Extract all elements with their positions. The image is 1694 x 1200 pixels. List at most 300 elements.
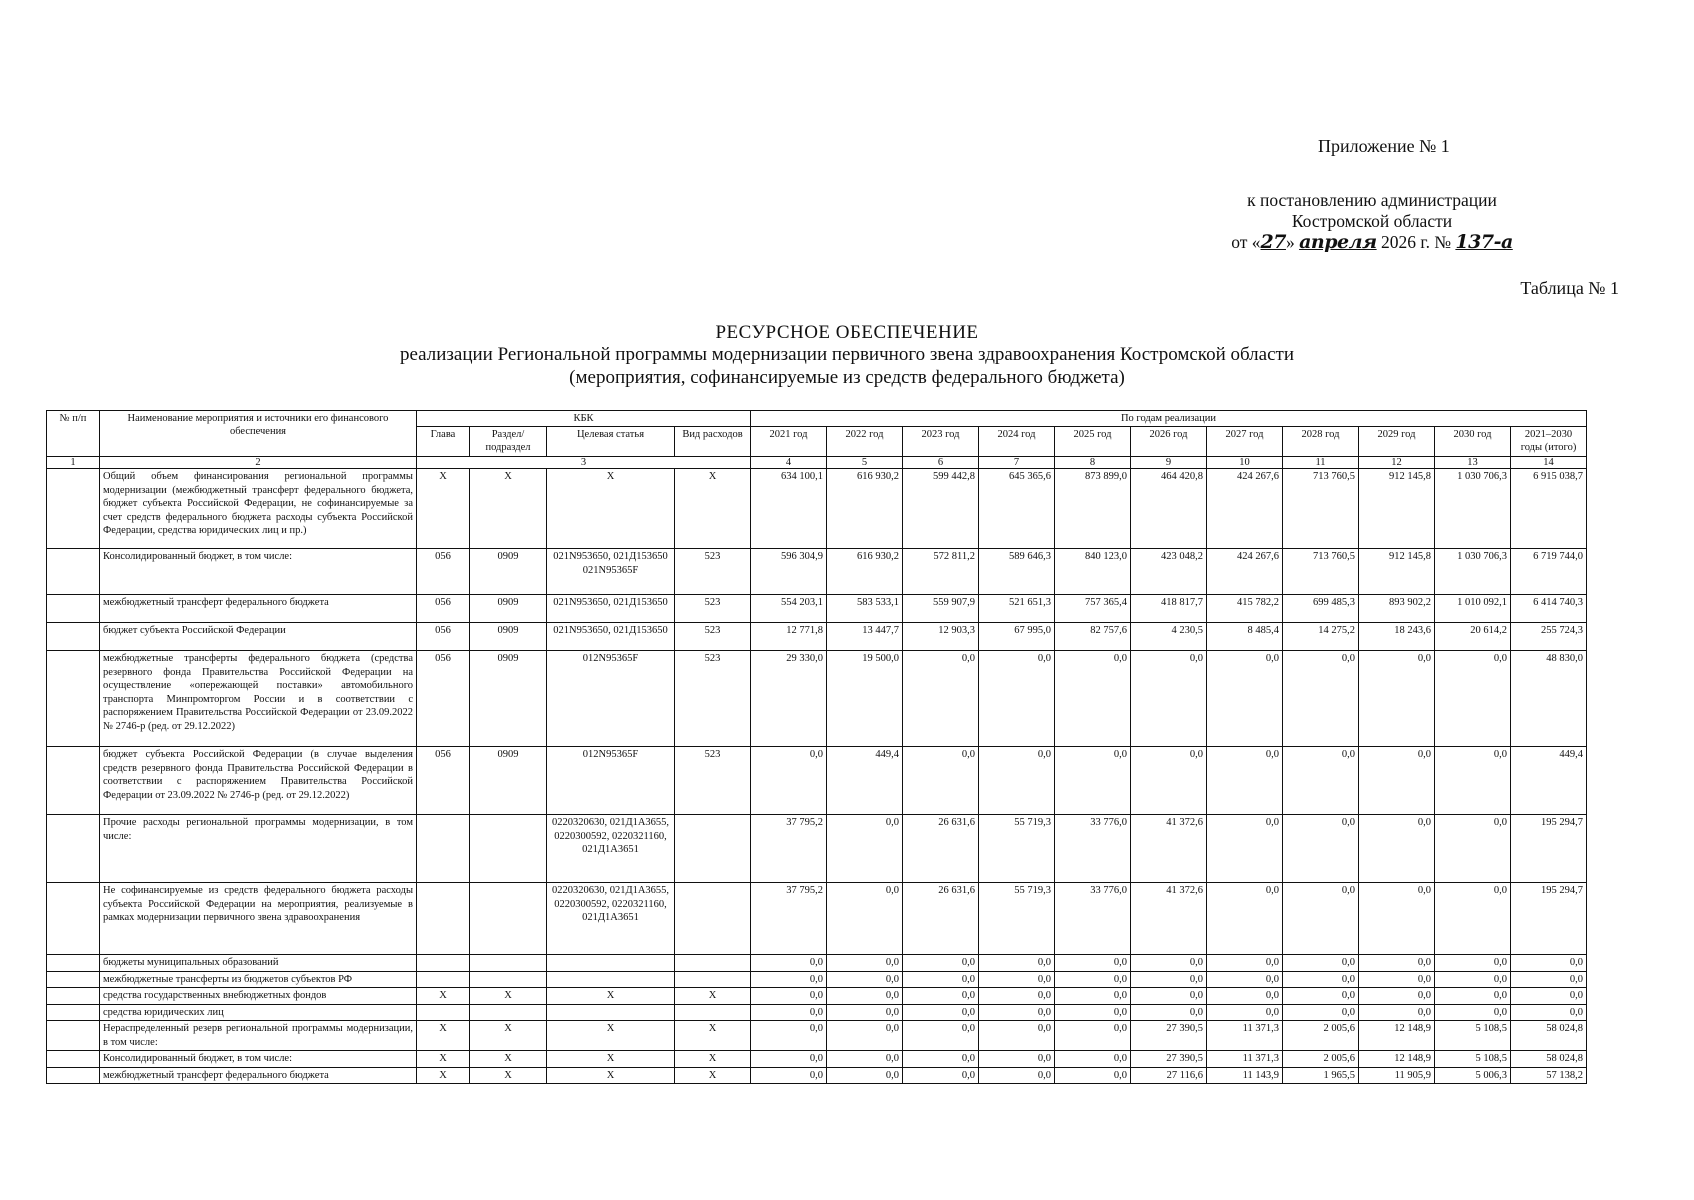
razdel-cell (470, 971, 547, 988)
glava-cell: 056 (417, 595, 470, 623)
year-value-cell: 0,0 (1359, 815, 1435, 883)
celevaya-cell: Х (547, 1067, 675, 1084)
year-value-cell: 0,0 (979, 1004, 1055, 1021)
decree-line-2: Костромской области (1291, 211, 1453, 231)
table-row (47, 1067, 1587, 1084)
razdel-cell: Х (470, 988, 547, 1005)
total-value-cell: 57 138,2 (1511, 1067, 1587, 1084)
year-value-cell: 0,0 (1435, 883, 1511, 955)
row-name-cell: средства юридических лиц (100, 1004, 417, 1021)
vid-cell (675, 971, 751, 988)
year-value-cell: 0,0 (903, 747, 979, 815)
header-year: 2030 год (1435, 427, 1511, 457)
year-value-cell: 0,0 (1055, 955, 1131, 972)
year-value-cell: 12 148,9 (1359, 1021, 1435, 1051)
year-value-cell: 0,0 (1359, 747, 1435, 815)
year-value-cell: 0,0 (1283, 971, 1359, 988)
header-year: 2023 год (903, 427, 979, 457)
header-year: 2025 год (1055, 427, 1131, 457)
razdel-cell: Х (470, 1067, 547, 1084)
razdel-cell: 0909 (470, 595, 547, 623)
year-value-cell: 0,0 (903, 955, 979, 972)
decree-line-1: к постановлению администрации (1247, 190, 1497, 210)
year-value-cell: 0,0 (751, 1021, 827, 1051)
date-prefix: от « (1231, 232, 1261, 252)
glava-cell (417, 955, 470, 972)
year-value-cell: 0,0 (979, 1021, 1055, 1051)
year-value-cell: 912 145,8 (1359, 469, 1435, 549)
year-value-cell: 0,0 (827, 883, 903, 955)
razdel-cell: Х (470, 469, 547, 549)
year-value-cell: 4 230,5 (1131, 623, 1207, 651)
year-value-cell: 33 776,0 (1055, 883, 1131, 955)
year-value-cell: 572 811,2 (903, 549, 979, 595)
year-value-cell: 29 330,0 (751, 651, 827, 747)
vid-cell (675, 955, 751, 972)
year-value-cell: 0,0 (1435, 747, 1511, 815)
razdel-cell: 0909 (470, 623, 547, 651)
vid-cell: 523 (675, 549, 751, 595)
year-value-cell: 0,0 (1055, 988, 1131, 1005)
glava-cell: Х (417, 1067, 470, 1084)
total-value-cell: 48 830,0 (1511, 651, 1587, 747)
year-value-cell: 11 371,3 (1207, 1051, 1283, 1068)
table-body (47, 469, 1587, 1084)
table-row (47, 595, 1587, 623)
year-value-cell: 0,0 (979, 747, 1055, 815)
year-value-cell: 0,0 (751, 1051, 827, 1068)
glava-cell: 056 (417, 747, 470, 815)
year-value-cell: 0,0 (1207, 971, 1283, 988)
year-value-cell: 0,0 (1283, 955, 1359, 972)
year-value-cell: 8 485,4 (1207, 623, 1283, 651)
total-value-cell: 6 414 740,3 (1511, 595, 1587, 623)
glava-cell: Х (417, 469, 470, 549)
vid-cell: Х (675, 1067, 751, 1084)
row-number-cell (47, 971, 100, 988)
row-number-cell (47, 623, 100, 651)
row-number-cell (47, 988, 100, 1005)
decree-date-line (1162, 232, 1582, 253)
year-value-cell: 0,0 (751, 955, 827, 972)
razdel-cell: 0909 (470, 549, 547, 595)
year-value-cell: 0,0 (827, 1067, 903, 1084)
year-value-cell: 616 930,2 (827, 469, 903, 549)
year-value-cell: 0,0 (979, 955, 1055, 972)
year-value-cell: 0,0 (1283, 815, 1359, 883)
header-glava: Глава (417, 427, 470, 457)
year-value-cell: 0,0 (827, 815, 903, 883)
row-number-cell (47, 595, 100, 623)
year-value-cell: 912 145,8 (1359, 549, 1435, 595)
glava-cell: 056 (417, 623, 470, 651)
row-name-cell: бюджет субъекта Российской Федерации (в случае выделения средств резервного фонда Правительства Российской Федерации в соответствии с распоряжением Правительства Российской Федерации от 23.09.2022 № 2746-р (ред. от 29.12.2022) (100, 747, 417, 815)
row-number-cell (47, 1004, 100, 1021)
total-value-cell: 255 724,3 (1511, 623, 1587, 651)
glava-cell: Х (417, 1051, 470, 1068)
year-value-cell: 0,0 (1207, 747, 1283, 815)
year-value-cell: 55 719,3 (979, 815, 1055, 883)
year-value-cell: 0,0 (1435, 971, 1511, 988)
year-value-cell: 589 646,3 (979, 549, 1055, 595)
table-row (47, 971, 1587, 988)
year-value-cell: 14 275,2 (1283, 623, 1359, 651)
celevaya-cell: Х (547, 1021, 675, 1051)
celevaya-cell: Х (547, 988, 675, 1005)
razdel-cell (470, 883, 547, 955)
year-value-cell: 13 447,7 (827, 623, 903, 651)
year-value-cell: 0,0 (827, 971, 903, 988)
row-number-cell (47, 955, 100, 972)
year-value-cell: 18 243,6 (1359, 623, 1435, 651)
year-value-cell: 0,0 (1283, 1004, 1359, 1021)
year-value-cell: 893 902,2 (1359, 595, 1435, 623)
year-value-cell: 0,0 (1055, 971, 1131, 988)
year-value-cell: 0,0 (979, 988, 1055, 1005)
year-value-cell: 5 108,5 (1435, 1021, 1511, 1051)
year-value-cell: 0,0 (1131, 651, 1207, 747)
year-value-cell: 0,0 (1207, 1004, 1283, 1021)
table-row (47, 988, 1587, 1005)
year-value-cell: 26 631,6 (903, 883, 979, 955)
year-value-cell: 0,0 (1359, 651, 1435, 747)
header-year: 2022 год (827, 427, 903, 457)
year-value-cell: 699 485,3 (1283, 595, 1359, 623)
total-value-cell: 0,0 (1511, 955, 1587, 972)
celevaya-cell: 0220320630, 021Д1А3655, 0220300592, 0220321160, 021Д1А3651 (547, 883, 675, 955)
year-value-cell: 2 005,6 (1283, 1051, 1359, 1068)
vid-cell: 523 (675, 651, 751, 747)
year-value-cell: 0,0 (827, 955, 903, 972)
vid-cell: Х (675, 469, 751, 549)
glava-cell: 056 (417, 651, 470, 747)
year-value-cell: 634 100,1 (751, 469, 827, 549)
row-name-cell: Нераспределенный резерв региональной программы модернизации, в том числе: (100, 1021, 417, 1051)
year-value-cell: 0,0 (1131, 971, 1207, 988)
row-name-cell: Консолидированный бюджет, в том числе: (100, 1051, 417, 1068)
year-value-cell: 0,0 (1055, 747, 1131, 815)
header-vid: Вид расходов (675, 427, 751, 457)
table-row (47, 651, 1587, 747)
year-value-cell: 616 930,2 (827, 549, 903, 595)
year-value-cell: 0,0 (1207, 651, 1283, 747)
date-mid: » (1285, 232, 1300, 252)
row-number-cell (47, 1051, 100, 1068)
year-value-cell: 0,0 (1207, 955, 1283, 972)
year-value-cell: 0,0 (827, 1051, 903, 1068)
handwritten-day: 27 (1260, 231, 1286, 253)
row-name-cell: Прочие расходы региональной программы модернизации, в том числе: (100, 815, 417, 883)
year-value-cell: 0,0 (827, 1004, 903, 1021)
year-value-cell: 11 143,9 (1207, 1067, 1283, 1084)
glava-cell (417, 815, 470, 883)
year-value-cell: 67 995,0 (979, 623, 1055, 651)
table-row (47, 469, 1587, 549)
year-value-cell: 27 390,5 (1131, 1051, 1207, 1068)
year-value-cell: 37 795,2 (751, 883, 827, 955)
header-celevaya: Целевая статья (547, 427, 675, 457)
year-value-cell: 1 030 706,3 (1435, 549, 1511, 595)
glava-cell (417, 971, 470, 988)
col-number: 11 (1283, 457, 1359, 469)
celevaya-cell: 021N953650, 021Д153650 (547, 595, 675, 623)
year-value-cell: 521 651,3 (979, 595, 1055, 623)
year-value-cell: 0,0 (1435, 1004, 1511, 1021)
year-value-cell: 0,0 (1283, 988, 1359, 1005)
glava-cell: 056 (417, 549, 470, 595)
year-value-cell: 12 148,9 (1359, 1051, 1435, 1068)
year-value-cell: 0,0 (903, 988, 979, 1005)
row-name-cell: бюджеты муниципальных образований (100, 955, 417, 972)
celevaya-cell: Х (547, 1051, 675, 1068)
year-value-cell: 0,0 (1359, 988, 1435, 1005)
row-name-cell: Консолидированный бюджет, в том числе: (100, 549, 417, 595)
year-value-cell: 12 903,3 (903, 623, 979, 651)
year-value-cell: 11 371,3 (1207, 1021, 1283, 1051)
row-name-cell: межбюджетные трансферты из бюджетов субъектов РФ (100, 971, 417, 988)
col-number: 9 (1131, 457, 1207, 469)
vid-cell (675, 883, 751, 955)
year-value-cell: 0,0 (1435, 955, 1511, 972)
table-row (47, 623, 1587, 651)
row-name-cell: межбюджетный трансферт федерального бюджета (100, 595, 417, 623)
header-razdel: Раздел/ подраздел (470, 427, 547, 457)
total-value-cell: 0,0 (1511, 1004, 1587, 1021)
year-value-cell: 20 614,2 (1435, 623, 1511, 651)
year-value-cell: 713 760,5 (1283, 469, 1359, 549)
celevaya-cell: Х (547, 469, 675, 549)
vid-cell: Х (675, 1051, 751, 1068)
row-number-cell (47, 549, 100, 595)
header-year: 2026 год (1131, 427, 1207, 457)
document-subtitle-note: (мероприятия, софинансируемые из средств федерального бюджета) (569, 367, 1125, 388)
table-row (47, 1051, 1587, 1068)
col-number: 12 (1359, 457, 1435, 469)
year-value-cell: 418 817,7 (1131, 595, 1207, 623)
row-number-cell (47, 815, 100, 883)
row-name-cell: межбюджетный трансферт федерального бюджета (100, 1067, 417, 1084)
table-row (47, 883, 1587, 955)
celevaya-cell: 012N95365F (547, 651, 675, 747)
year-value-cell: 840 123,0 (1055, 549, 1131, 595)
table-row (47, 1004, 1587, 1021)
table-row (47, 955, 1587, 972)
year-value-cell: 37 795,2 (751, 815, 827, 883)
row-name-cell: средства государственных внебюджетных фондов (100, 988, 417, 1005)
year-value-cell: 0,0 (827, 988, 903, 1005)
glava-cell: Х (417, 1021, 470, 1051)
year-value-cell: 0,0 (1055, 651, 1131, 747)
year-value-cell: 0,0 (1131, 955, 1207, 972)
year-value-cell: 554 203,1 (751, 595, 827, 623)
year-value-cell: 27 116,6 (1131, 1067, 1207, 1084)
year-value-cell: 2 005,6 (1283, 1021, 1359, 1051)
year-value-cell: 0,0 (1131, 747, 1207, 815)
year-value-cell: 0,0 (1283, 651, 1359, 747)
year-value-cell: 5 006,3 (1435, 1067, 1511, 1084)
document-title: РЕСУРСНОЕ ОБЕСПЕЧЕНИЕ (715, 322, 979, 343)
col-number: 2 (100, 457, 417, 469)
year-value-cell: 757 365,4 (1055, 595, 1131, 623)
year-value-cell: 0,0 (1283, 883, 1359, 955)
year-value-cell: 0,0 (979, 1067, 1055, 1084)
year-value-cell: 0,0 (1207, 988, 1283, 1005)
year-value-cell: 0,0 (1435, 651, 1511, 747)
row-name-cell: межбюджетные трансферты федерального бюджета (средства резервного фонда Правительства Российской Федерации на осуществление «опережающей поставки» автомобильного транспорта Минпромторгом России и в соответствии с распоряжением Правительства Российской Федерации от 23.09.2022 № 2746-р (ред. от 29.12.2022) (100, 651, 417, 747)
year-value-cell: 423 048,2 (1131, 549, 1207, 595)
year-value-cell: 0,0 (1055, 1067, 1131, 1084)
year-value-cell: 0,0 (751, 747, 827, 815)
header-total: 2021–2030 годы (итого) (1511, 427, 1587, 457)
year-value-cell: 0,0 (1359, 1004, 1435, 1021)
decree-reference (1162, 190, 1582, 253)
header-year: 2021 год (751, 427, 827, 457)
header-year: 2028 год (1283, 427, 1359, 457)
celevaya-cell: 021N953650, 021Д153650 (547, 623, 675, 651)
year-value-cell: 0,0 (1435, 815, 1511, 883)
total-value-cell: 195 294,7 (1511, 883, 1587, 955)
celevaya-cell (547, 1004, 675, 1021)
year-value-cell: 464 420,8 (1131, 469, 1207, 549)
table-row (47, 815, 1587, 883)
row-number-cell (47, 1021, 100, 1051)
year-value-cell: 0,0 (751, 1067, 827, 1084)
year-value-cell: 0,0 (751, 1004, 827, 1021)
appendix-label: Приложение № 1 (1318, 136, 1450, 156)
year-value-cell: 424 267,6 (1207, 549, 1283, 595)
total-value-cell: 449,4 (1511, 747, 1587, 815)
razdel-cell: 0909 (470, 651, 547, 747)
year-value-cell: 559 907,9 (903, 595, 979, 623)
year-value-cell: 0,0 (751, 971, 827, 988)
razdel-cell (470, 1004, 547, 1021)
year-value-cell: 41 372,6 (1131, 883, 1207, 955)
year-value-cell: 0,0 (1055, 1021, 1131, 1051)
table-row (47, 747, 1587, 815)
celevaya-cell (547, 955, 675, 972)
header-year: 2029 год (1359, 427, 1435, 457)
total-value-cell: 0,0 (1511, 988, 1587, 1005)
col-number: 4 (751, 457, 827, 469)
header-name: Наименование мероприятия и источники его финансового обеспечения (100, 411, 417, 457)
year-value-cell: 0,0 (1055, 1004, 1131, 1021)
year-value-cell: 424 267,6 (1207, 469, 1283, 549)
year-value-cell: 0,0 (903, 1051, 979, 1068)
razdel-cell (470, 815, 547, 883)
year-value-cell: 0,0 (903, 1021, 979, 1051)
year-value-cell: 41 372,6 (1131, 815, 1207, 883)
year-value-cell: 0,0 (979, 651, 1055, 747)
year-value-cell: 0,0 (1359, 955, 1435, 972)
total-value-cell: 6 719 744,0 (1511, 549, 1587, 595)
header-year: 2024 год (979, 427, 1055, 457)
year-value-cell: 0,0 (1131, 1004, 1207, 1021)
row-number-cell (47, 883, 100, 955)
total-value-cell: 0,0 (1511, 971, 1587, 988)
year-value-cell: 0,0 (1283, 747, 1359, 815)
year-value-cell: 0,0 (1055, 1051, 1131, 1068)
total-value-cell: 195 294,7 (1511, 815, 1587, 883)
razdel-cell: Х (470, 1051, 547, 1068)
total-value-cell: 6 915 038,7 (1511, 469, 1587, 549)
year-value-cell: 0,0 (1359, 883, 1435, 955)
year-value-cell: 0,0 (903, 971, 979, 988)
year-value-cell: 5 108,5 (1435, 1051, 1511, 1068)
year-value-cell: 0,0 (979, 971, 1055, 988)
year-value-cell: 0,0 (1131, 988, 1207, 1005)
vid-cell: 523 (675, 623, 751, 651)
table-row (47, 549, 1587, 595)
year-value-cell: 415 782,2 (1207, 595, 1283, 623)
year-value-cell: 1 030 706,3 (1435, 469, 1511, 549)
col-number: 3 (417, 457, 751, 469)
resource-table (46, 410, 1587, 1084)
celevaya-cell: 0220320630, 021Д1А3655, 0220300592, 0220321160, 021Д1А3651 (547, 815, 675, 883)
col-number: 13 (1435, 457, 1511, 469)
year-value-cell: 82 757,6 (1055, 623, 1131, 651)
vid-cell: 523 (675, 747, 751, 815)
year-value-cell: 12 771,8 (751, 623, 827, 651)
col-number: 7 (979, 457, 1055, 469)
col-number: 10 (1207, 457, 1283, 469)
year-value-cell: 11 905,9 (1359, 1067, 1435, 1084)
year-value-cell: 0,0 (903, 1004, 979, 1021)
handwritten-number: 137-а (1455, 231, 1513, 253)
year-value-cell: 1 010 092,1 (1435, 595, 1511, 623)
col-number: 1 (47, 457, 100, 469)
total-value-cell: 58 024,8 (1511, 1051, 1587, 1068)
table-number: Таблица № 1 (1520, 278, 1619, 298)
col-number: 6 (903, 457, 979, 469)
year-value-cell: 0,0 (1435, 988, 1511, 1005)
year-value-cell: 0,0 (827, 1021, 903, 1051)
vid-cell: Х (675, 1021, 751, 1051)
row-number-cell (47, 469, 100, 549)
year-value-cell: 599 442,8 (903, 469, 979, 549)
year-value-cell: 26 631,6 (903, 815, 979, 883)
celevaya-cell (547, 971, 675, 988)
row-name-cell: Общий объем финансирования региональной программы модернизации (межбюджетный трансферт федерального бюджета, бюджет субъекта Российской Федерации, не софинансируемые за счет средств федерального бюджета расходы субъекта Российской Федерации, средства юридических лиц и пр.) (100, 469, 417, 549)
razdel-cell: Х (470, 1021, 547, 1051)
year-value-cell: 0,0 (751, 988, 827, 1005)
year-value-cell: 27 390,5 (1131, 1021, 1207, 1051)
razdel-cell (470, 955, 547, 972)
total-value-cell: 58 024,8 (1511, 1021, 1587, 1051)
year-value-cell: 583 533,1 (827, 595, 903, 623)
year-value-cell: 1 965,5 (1283, 1067, 1359, 1084)
year-value-cell: 19 500,0 (827, 651, 903, 747)
vid-cell: 523 (675, 595, 751, 623)
row-name-cell: бюджет субъекта Российской Федерации (100, 623, 417, 651)
row-number-cell (47, 651, 100, 747)
date-year: 2026 г. № (1376, 232, 1456, 252)
glava-cell: Х (417, 988, 470, 1005)
year-value-cell: 596 304,9 (751, 549, 827, 595)
header-kbk: КБК (417, 411, 751, 427)
col-number: 5 (827, 457, 903, 469)
handwritten-month: апреля (1299, 231, 1377, 253)
header-by-years: По годам реализации (751, 411, 1587, 427)
header-year: 2027 год (1207, 427, 1283, 457)
year-value-cell: 645 365,6 (979, 469, 1055, 549)
document-subtitle: реализации Региональной программы модернизации первичного звена здравоохранения Костромской области (399, 344, 1294, 365)
celevaya-cell: 021N953650, 021Д153650 021N95365F (547, 549, 675, 595)
year-value-cell: 873 899,0 (1055, 469, 1131, 549)
row-name-cell: Не софинансируемые из средств федерального бюджета расходы субъекта Российской Федерации на мероприятия, реализуемые в рамках модернизации первичного звена здравоохранения (100, 883, 417, 955)
vid-cell: Х (675, 988, 751, 1005)
row-number-cell (47, 1067, 100, 1084)
year-value-cell: 449,4 (827, 747, 903, 815)
